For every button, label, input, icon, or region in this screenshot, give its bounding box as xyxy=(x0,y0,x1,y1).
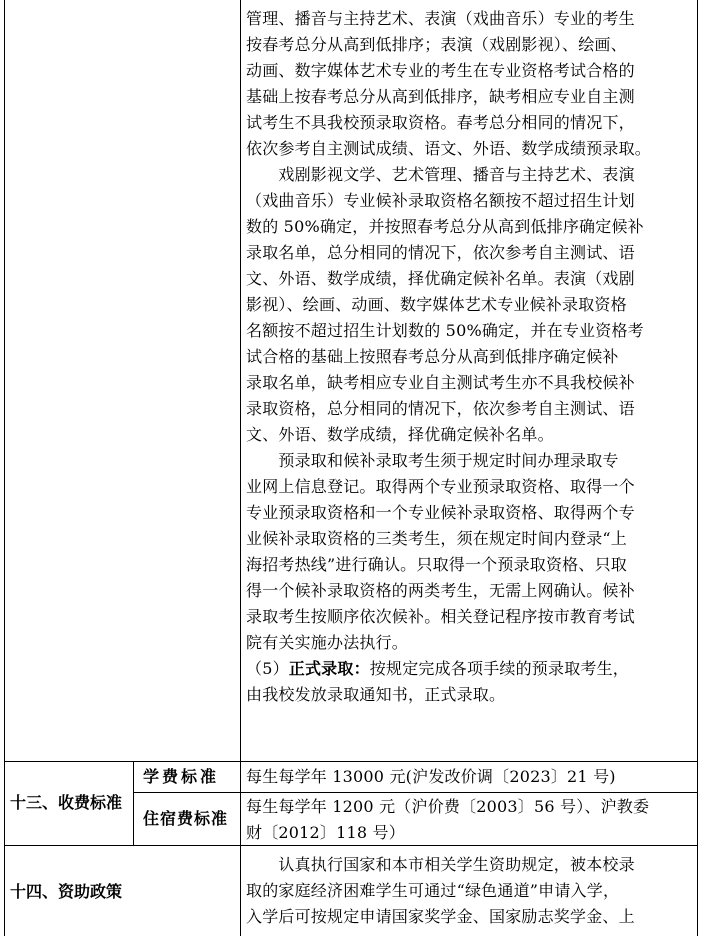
paragraph-line: 管理、播音与主持艺术、表演（戏曲音乐）专业的考生 xyxy=(246,9,635,28)
formal-admission-prefix: （5） xyxy=(246,659,289,678)
paragraph-line: （戏曲音乐）专业候补录取资格名额按不超过招生计划 xyxy=(246,191,635,210)
paragraph-line: 专业预录取资格和一个专业候补录取资格、取得两个专 xyxy=(246,503,635,522)
lodging-value-line: 每生每学年 1200 元（沪价费〔2003〕56 号）、沪教委 xyxy=(246,797,650,816)
paragraph-line: 戏剧影视文学、艺术管理、播音与主持艺术、表演 xyxy=(246,165,635,184)
paragraph-line: 得一个候补录取资格的两类考生，无需上网确认。候补 xyxy=(246,581,635,600)
paragraph-line: 试合格的基础上按照春考总分从高到低排序确定候补 xyxy=(246,347,619,366)
admission-continued-text xyxy=(246,6,694,708)
formal-admission-label: 正式录取： xyxy=(288,659,370,678)
fees-section-label: 十三、收费标准 xyxy=(10,793,123,812)
paragraph-line: 名额按不超过招生计划数的 50%确定，并在专业资格考 xyxy=(246,321,644,340)
lodging-value-line: 财〔2012〕118 号） xyxy=(246,823,405,842)
paragraph-line: 文、外语、数学成绩，择优确定候补名单。表演（戏剧 xyxy=(246,269,635,288)
aid-line: 入学后可按规定申请国家奖学金、国家励志奖学金、上 xyxy=(246,907,635,926)
paragraph-line: 依次参考自主测试成绩、语文、外语、数学成绩预录取。 xyxy=(246,139,652,158)
paragraph-line: 数的 50%确定，并按照春考总分从高到低排序确定候补 xyxy=(246,217,644,236)
paragraph-line: 海招考热线”进行确认。只取得一个预录取资格、只取 xyxy=(246,555,627,574)
aid-line: 认真执行国家和本市相关学生资助规定，被本校录 xyxy=(246,855,635,874)
formal-admission-text: 按规定完成各项手续的预录取考生， xyxy=(369,659,629,678)
table-border-left xyxy=(4,0,5,936)
paragraph-line: 业候补录取资格的三类考生，须在规定时间内登录“上 xyxy=(246,529,627,548)
lodging-label: 住宿费标准 xyxy=(143,809,229,828)
aid-section-label: 十四、资助政策 xyxy=(10,882,123,901)
paragraph-line: 业网上信息登记。取得两个专业预录取资格、取得一个 xyxy=(246,477,635,496)
table-divider xyxy=(240,0,241,936)
aid-text xyxy=(246,852,694,930)
paragraph-line: 录取资格，总分相同的情况下，依次参考自主测试、语 xyxy=(246,399,635,418)
lodging-value xyxy=(246,794,694,846)
paragraph-line: 院有关实施办法执行。 xyxy=(246,633,409,652)
paragraph-line: 按春考总分从高到低排序；表演（戏剧影视）、绘画、 xyxy=(246,35,627,54)
paragraph-line: 试考生不具我校预录取资格。春考总分相同的情况下， xyxy=(246,113,635,132)
paragraph-line: 影视）、绘画、动画、数字媒体艺术专业候补录取资格 xyxy=(246,295,627,314)
tuition-value xyxy=(246,764,694,790)
tuition-label: 学费标准 xyxy=(143,767,220,786)
tuition-value-text: 每生每学年 13000 元(沪发改价调〔2023〕21 号) xyxy=(246,767,616,786)
table-border-right xyxy=(697,0,698,936)
row-divider-fees-mid xyxy=(133,792,698,793)
sub-column-divider xyxy=(133,761,134,845)
aid-line: 取的家庭经济困难学生可通过“绿色通道”申请入学， xyxy=(246,881,620,900)
paragraph-line: 预录取和候补录取考生须于规定时间办理录取专 xyxy=(246,451,619,470)
paragraph-line: 文、外语、数学成绩，择优确定候补名单。 xyxy=(246,425,554,444)
row-divider-fees-top xyxy=(4,761,698,762)
paragraph-line: 录取名单，缺考相应专业自主测试考生亦不具我校候补 xyxy=(246,373,635,392)
paragraph-line: 基础上按春考总分从高到低排序，缺考相应专业自主测 xyxy=(246,87,635,106)
paragraph-line: 动画、数字媒体艺术专业的考生在专业资格考试合格的 xyxy=(246,61,635,80)
paragraph-line: 录取考生按顺序依次候补。相关登记程序按市教育考试 xyxy=(246,607,635,626)
formal-admission-line xyxy=(246,656,694,682)
paragraph-line: 录取名单，总分相同的情况下，依次参考自主测试、语 xyxy=(246,243,635,262)
formal-admission-line-2: 由我校发放录取通知书，正式录取。 xyxy=(246,685,506,704)
